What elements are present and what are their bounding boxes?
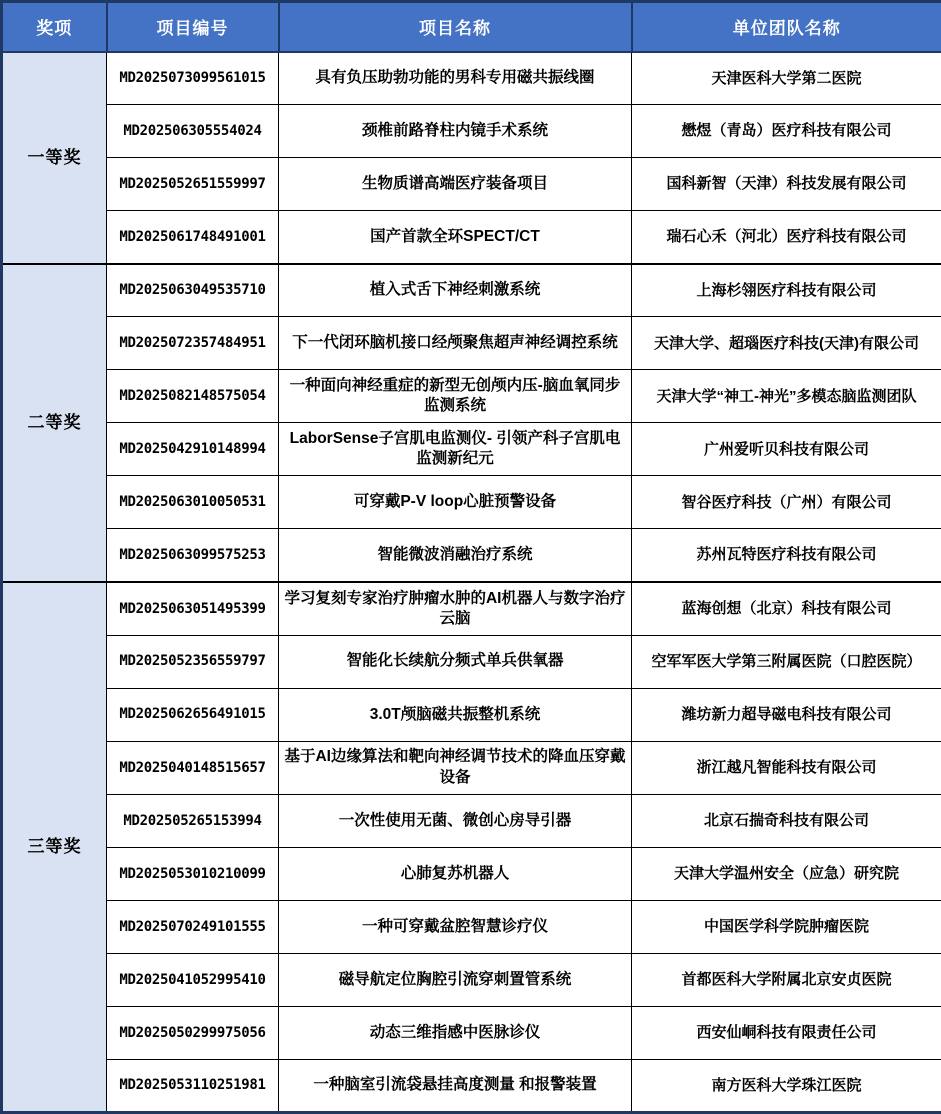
project-id-cell: MD2025053010210099 — [107, 847, 279, 900]
team-name-cell: 天津大学、超瑙医疗科技(天津)有限公司 — [632, 317, 941, 370]
team-name-cell: 懋煜（青岛）医疗科技有限公司 — [632, 105, 941, 158]
award-cell-third-prize: 三等奖 — [2, 582, 107, 1113]
project-name-cell: 智能微波消融治疗系统 — [279, 529, 632, 582]
project-id-cell: MD2025063099575253 — [107, 529, 279, 582]
table-row — [2, 953, 941, 1006]
project-name-cell: 智能化长续航分频式单兵供氧器 — [279, 635, 632, 688]
table-row — [2, 794, 941, 847]
table-row — [2, 105, 941, 158]
project-id-cell: MD2025070249101555 — [107, 900, 279, 953]
table-row — [2, 529, 941, 582]
table-row — [2, 52, 941, 105]
header-project-id: 项目编号 — [107, 2, 279, 52]
table-row — [2, 158, 941, 211]
project-id-cell: MD2025063051495399 — [107, 582, 279, 635]
project-id-cell: MD2025063010050531 — [107, 476, 279, 529]
project-name-cell: 下一代闭环脑机接口经颅聚焦超声神经调控系统 — [279, 317, 632, 370]
table-row — [2, 688, 941, 741]
project-name-cell: 植入式舌下神经刺激系统 — [279, 264, 632, 317]
team-name-cell: 上海杉翎医疗科技有限公司 — [632, 264, 941, 317]
header-team: 单位团队名称 — [632, 2, 941, 52]
team-name-cell: 潍坊新力超导磁电科技有限公司 — [632, 688, 941, 741]
header-project-name: 项目名称 — [279, 2, 632, 52]
table-header — [2, 2, 941, 52]
project-name-cell: 一种面向神经重症的新型无创颅内压-脑血氧同步监测系统 — [279, 370, 632, 423]
team-name-cell: 瑞石心禾（河北）医疗科技有限公司 — [632, 211, 941, 264]
team-name-cell: 蓝海创想（北京）科技有限公司 — [632, 582, 941, 635]
table-row — [2, 370, 941, 423]
project-name-cell: 3.0T颅脑磁共振整机系统 — [279, 688, 632, 741]
project-name-cell: 一种脑室引流袋悬挂高度测量 和报警装置 — [279, 1059, 632, 1112]
table-row — [2, 476, 941, 529]
project-id-cell: MD2025040148515657 — [107, 741, 279, 794]
project-id-cell: MD2025041052995410 — [107, 953, 279, 1006]
team-name-cell: 天津大学温州安全（应急）研究院 — [632, 847, 941, 900]
project-id-cell: MD2025061748491001 — [107, 211, 279, 264]
project-name-cell: 生物质谱高端医疗装备项目 — [279, 158, 632, 211]
team-name-cell: 首都医科大学附属北京安贞医院 — [632, 953, 941, 1006]
header-award: 奖项 — [2, 2, 107, 52]
project-id-cell: MD2025073099561015 — [107, 52, 279, 105]
project-name-cell: 动态三维指感中医脉诊仪 — [279, 1006, 632, 1059]
header-row — [2, 2, 941, 52]
project-name-cell: 具有负压助勃功能的男科专用磁共振线圈 — [279, 52, 632, 105]
table-row — [2, 211, 941, 264]
team-name-cell: 广州爱听贝科技有限公司 — [632, 423, 941, 476]
project-id-cell: MD2025050299975056 — [107, 1006, 279, 1059]
team-name-cell: 空军军医大学第三附属医院（口腔医院） — [632, 635, 941, 688]
table-row — [2, 1006, 941, 1059]
project-id-cell: MD2025053110251981 — [107, 1059, 279, 1112]
project-id-cell: MD202505265153994 — [107, 794, 279, 847]
team-name-cell: 北京石揣奇科技有限公司 — [632, 794, 941, 847]
project-id-cell: MD2025063049535710 — [107, 264, 279, 317]
project-name-cell: LaborSense子宫肌电监测仪- 引领产科子宫肌电监测新纪元 — [279, 423, 632, 476]
team-name-cell: 智谷医疗科技（广州）有限公司 — [632, 476, 941, 529]
project-name-cell: 国产首款全环SPECT/CT — [279, 211, 632, 264]
award-cell-first-prize: 一等奖 — [2, 52, 107, 264]
table-row — [2, 582, 941, 635]
project-name-cell: 学习复刻专家治疗肿瘤水肿的AI机器人与数字治疗云脑 — [279, 582, 632, 635]
project-id-cell: MD2025052651559997 — [107, 158, 279, 211]
table-row — [2, 317, 941, 370]
project-name-cell: 一种可穿戴盆腔智慧诊疗仪 — [279, 900, 632, 953]
table-row — [2, 741, 941, 794]
table-row — [2, 635, 941, 688]
team-name-cell: 中国医学科学院肿瘤医院 — [632, 900, 941, 953]
project-id-cell: MD2025082148575054 — [107, 370, 279, 423]
project-id-cell: MD2025052356559797 — [107, 635, 279, 688]
project-id-cell: MD202506305554024 — [107, 105, 279, 158]
table-row — [2, 423, 941, 476]
team-name-cell: 浙江越凡智能科技有限公司 — [632, 741, 941, 794]
team-name-cell: 天津大学“神工-神光”多模态脑监测团队 — [632, 370, 941, 423]
project-id-cell: MD2025062656491015 — [107, 688, 279, 741]
project-id-cell: MD2025042910148994 — [107, 423, 279, 476]
team-name-cell: 天津医科大学第二医院 — [632, 52, 941, 105]
project-id-cell: MD2025072357484951 — [107, 317, 279, 370]
award-cell-second-prize: 二等奖 — [2, 264, 107, 582]
project-name-cell: 磁导航定位胸腔引流穿刺置管系统 — [279, 953, 632, 1006]
project-name-cell: 心肺复苏机器人 — [279, 847, 632, 900]
team-name-cell: 西安仙峒科技有限责任公司 — [632, 1006, 941, 1059]
team-name-cell: 国科新智（天津）科技发展有限公司 — [632, 158, 941, 211]
team-name-cell: 南方医科大学珠江医院 — [632, 1059, 941, 1112]
project-name-cell: 一次性使用无菌、微创心房导引器 — [279, 794, 632, 847]
project-name-cell: 可穿戴P-V loop心脏预警设备 — [279, 476, 632, 529]
table-row — [2, 900, 941, 953]
table-row — [2, 264, 941, 317]
project-name-cell: 颈椎前路脊柱内镜手术系统 — [279, 105, 632, 158]
table-row — [2, 847, 941, 900]
team-name-cell: 苏州瓦特医疗科技有限公司 — [632, 529, 941, 582]
project-name-cell: 基于AI边缘算法和靶向神经调节技术的降血压穿戴设备 — [279, 741, 632, 794]
table-row — [2, 1059, 941, 1112]
